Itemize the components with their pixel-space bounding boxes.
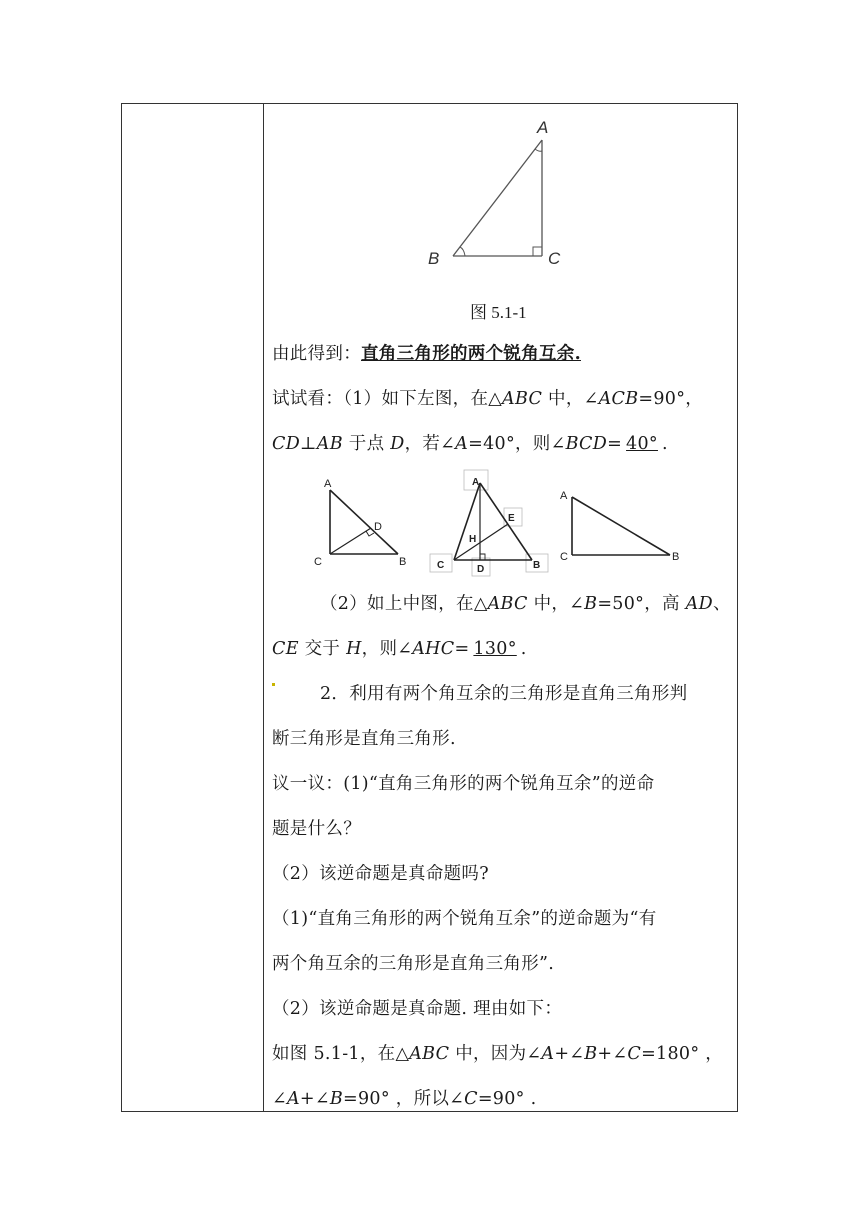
- try-text: 试试看：（1）如下左图，在△: [272, 389, 503, 409]
- proof-line-1: [272, 1040, 723, 1065]
- proof-text: +∠: [554, 1044, 585, 1064]
- discuss-line-2: 题是什么？: [272, 819, 361, 839]
- proof-text: 中，因为∠: [449, 1044, 542, 1064]
- try-text: ，若∠: [404, 434, 456, 454]
- mid-label-c: C: [437, 560, 445, 571]
- figure-right-triangle-main: [420, 110, 580, 275]
- answer-blank: 130°: [473, 639, 517, 659]
- mid-label-b: B: [533, 560, 541, 571]
- column-divider: [263, 103, 264, 1112]
- try-var: BCD: [565, 434, 608, 454]
- conclusion-line: [272, 340, 581, 365]
- q2-text: =: [454, 639, 470, 659]
- q2-line-1: [320, 590, 731, 615]
- left-label-a: A: [324, 478, 332, 490]
- q2-text: ，则∠: [361, 639, 413, 659]
- try-var: AB: [316, 434, 343, 454]
- try-var: D: [390, 434, 405, 454]
- mid-label-h: H: [469, 534, 477, 545]
- marker-dot: [272, 683, 275, 686]
- point2-line-2: 断三角形是直角三角形.: [272, 729, 456, 749]
- left-label-c: C: [314, 556, 322, 568]
- mid-label-d: D: [477, 564, 485, 575]
- q2-var: AHC: [412, 639, 455, 659]
- try-text: 中，∠: [542, 389, 599, 409]
- try-var: A: [455, 434, 469, 454]
- figure-left: [310, 475, 420, 575]
- q2-text: .: [520, 639, 527, 659]
- try-text: 于点: [342, 434, 391, 454]
- proof-text: +∠: [597, 1044, 628, 1064]
- right-label-c: C: [560, 551, 568, 563]
- q2-var: B: [584, 594, 598, 614]
- proof-text: +∠: [299, 1089, 330, 1109]
- try-var: ABC: [502, 389, 543, 409]
- proof-line-2: [272, 1085, 536, 1110]
- right-label-a: A: [560, 490, 568, 502]
- q2-text: 交于: [298, 639, 347, 659]
- label-c: C: [548, 249, 561, 268]
- try-line-1: [272, 385, 703, 410]
- q2-text: （2）如上中图，在△: [320, 594, 488, 614]
- label-b: B: [428, 249, 440, 268]
- proof-text: =90° ，所以∠: [343, 1089, 465, 1109]
- answer-line-1: （1)“直角三角形的两个锐角互余”的逆命题为“有: [272, 909, 657, 929]
- proof-text: =180° ，: [641, 1044, 724, 1064]
- mid-label-e: E: [508, 513, 515, 524]
- q2-text: 、: [712, 594, 731, 614]
- label-a: A: [537, 118, 549, 137]
- conclusion-prefix: 由此得到：: [272, 344, 361, 364]
- q2-var: AD: [685, 594, 713, 614]
- proof-var: B: [584, 1044, 598, 1064]
- answer-blank: 40°: [626, 434, 658, 454]
- proof-var: ABC: [409, 1044, 450, 1064]
- answer-line-3: （2）该逆命题是真命题. 理由如下：: [272, 999, 563, 1019]
- q2-line-2: [272, 635, 527, 660]
- proof-text: 如图 5.1-1，在△: [272, 1044, 410, 1064]
- try-text: .: [661, 434, 668, 454]
- discuss-line-1: 议一议：(1)“直角三角形的两个锐角互余”的逆命: [272, 774, 655, 794]
- try-var: CD: [272, 434, 301, 454]
- q2-var: ABC: [487, 594, 528, 614]
- answer-line-2: 两个角互余的三角形是直角三角形”.: [272, 954, 555, 974]
- try-text: =90°，: [638, 389, 704, 409]
- proof-var: B: [329, 1089, 344, 1109]
- try-text: =40°，则∠: [468, 434, 566, 454]
- q2-text: =50°，高: [597, 594, 686, 614]
- proof-var: A: [286, 1089, 300, 1109]
- mid-label-a: A: [472, 477, 480, 488]
- figure-right: [555, 485, 690, 570]
- try-var: ACB: [598, 389, 639, 409]
- q2-var: CE: [272, 639, 299, 659]
- conclusion-text: 直角三角形的两个锐角互余.: [361, 344, 581, 364]
- left-label-d: D: [374, 521, 382, 533]
- figure-caption: 图 5.1-1: [470, 303, 527, 322]
- left-label-b: B: [399, 556, 407, 568]
- proof-text: =90° .: [477, 1089, 537, 1109]
- point2-line-1: 2．利用有两个角互余的三角形是直角三角形判: [320, 684, 688, 704]
- discuss-line-3: （2）该逆命题是真命题吗?: [272, 864, 489, 884]
- figure-middle: [428, 468, 553, 578]
- proof-var: C: [464, 1089, 478, 1109]
- try-line-2: [272, 430, 668, 455]
- try-text: ⊥: [300, 434, 317, 454]
- try-text: =: [607, 434, 623, 454]
- right-label-b: B: [672, 551, 680, 563]
- q2-var: H: [346, 639, 362, 659]
- proof-var: A: [541, 1044, 555, 1064]
- q2-text: 中，∠: [527, 594, 585, 614]
- proof-var: C: [627, 1044, 642, 1064]
- proof-text: ∠: [272, 1089, 287, 1109]
